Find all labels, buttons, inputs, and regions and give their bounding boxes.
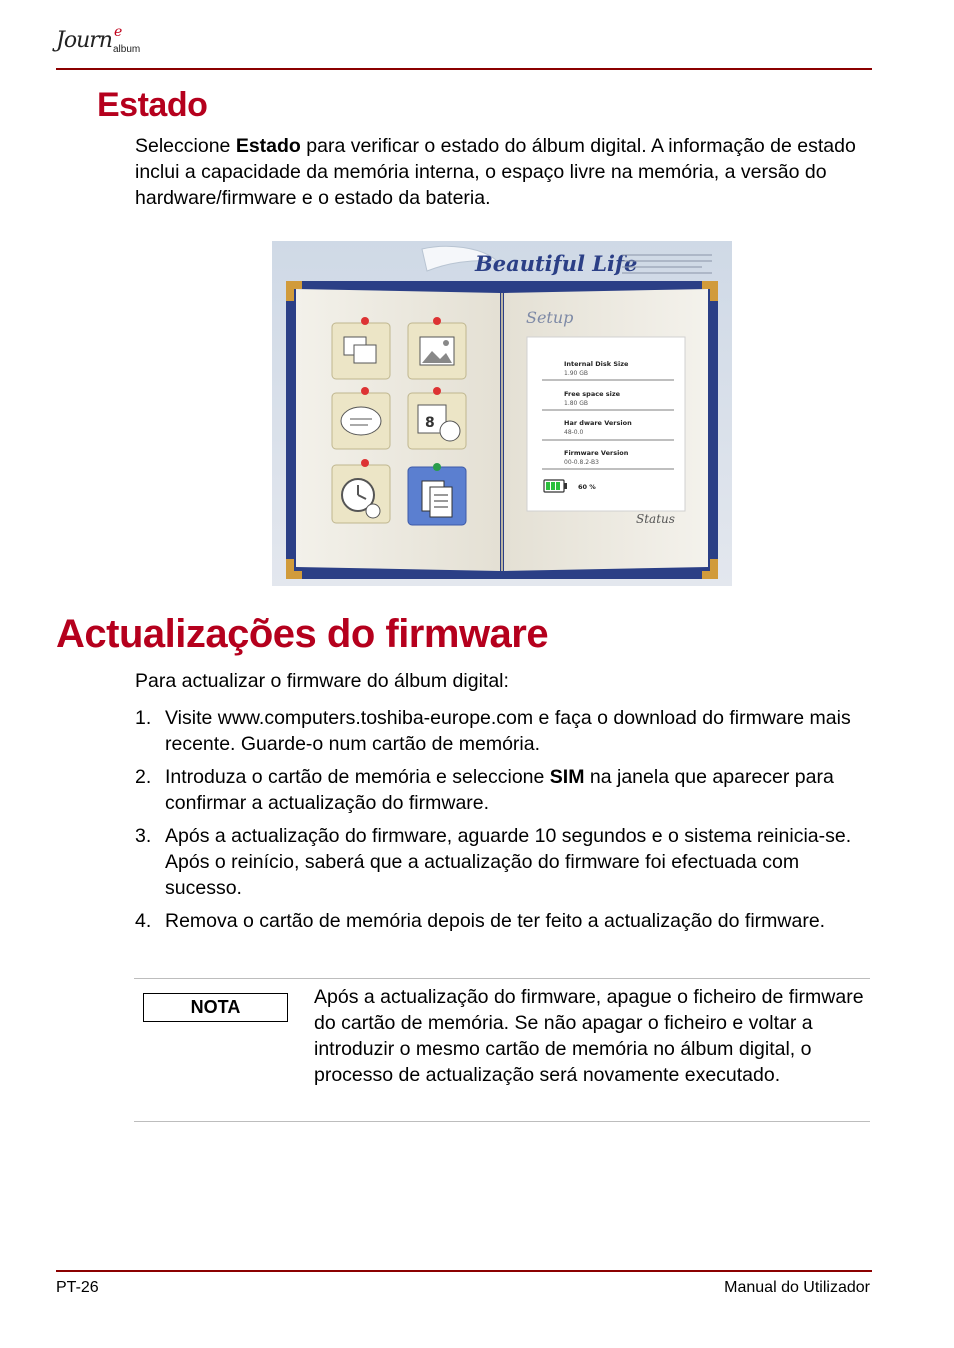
svg-text:8: 8 bbox=[425, 415, 435, 431]
field-label-hardware: Har dware Version bbox=[564, 419, 632, 427]
estado-paragraph bbox=[135, 133, 870, 211]
field-label-firmware: Firmware Version bbox=[564, 449, 629, 457]
field-value-free-space: 1.80 GB bbox=[564, 400, 589, 407]
clock-note-icon bbox=[332, 459, 390, 523]
step-number: 1. bbox=[135, 707, 152, 729]
music-note-icon bbox=[332, 387, 390, 449]
status-screenshot-svg bbox=[272, 241, 732, 586]
firmware-steps-list bbox=[135, 705, 870, 941]
list-item bbox=[135, 764, 870, 816]
status-screenshot bbox=[272, 241, 732, 586]
note-text: Após a actualização do firmware, apague o ficheiro de firmware do cartão de memória. Se não apagar o ficheiro e voltar a introduzir o mesmo cartão de memória no álbum digital, o processo de actualização será novamente executado. bbox=[314, 986, 864, 1086]
firmware-intro: Para actualizar o firmware do álbum digital: bbox=[135, 670, 509, 692]
step-number: 4. bbox=[135, 910, 152, 932]
photo-note-icon bbox=[408, 317, 466, 379]
logo-album-text: album bbox=[113, 44, 141, 55]
slideshow-note-icon bbox=[332, 317, 390, 379]
step-text-pre: Introduza o cartão de memória e seleccione bbox=[165, 766, 550, 788]
battery-level: 60 % bbox=[578, 483, 596, 491]
list-item bbox=[135, 908, 870, 934]
footer-rule bbox=[56, 1270, 872, 1272]
field-value-firmware: 00-0.8.2-B3 bbox=[564, 459, 599, 466]
list-item bbox=[135, 705, 870, 757]
banner-text: Beautiful Life bbox=[475, 251, 638, 276]
list-item bbox=[135, 823, 870, 901]
estado-paragraph-post: para verificar o estado do álbum digital. A informação de estado inclui a capacidade da memória interna, o espaço livre na memória, a versão do hardware/firmware e o estado da bateria. bbox=[135, 135, 856, 209]
note-rule-bottom bbox=[134, 1121, 870, 1122]
status-page-label: Status bbox=[636, 512, 675, 526]
field-value-internal-disk: 1.90 GB bbox=[564, 370, 589, 377]
manual-title: Manual do Utilizador bbox=[724, 1279, 870, 1296]
journe-album-logo bbox=[56, 24, 166, 64]
estado-paragraph-pre: Seleccione bbox=[135, 135, 236, 157]
step-text: Remova o cartão de memória depois de ter feito a actualização do firmware. bbox=[165, 910, 826, 932]
page-number: PT-26 bbox=[56, 1279, 99, 1296]
field-label-internal-disk: Internal Disk Size bbox=[564, 360, 629, 368]
note-rule-top bbox=[134, 978, 870, 979]
field-value-hardware: 48-0.0 bbox=[564, 429, 584, 436]
note-badge: NOTA bbox=[143, 993, 288, 1022]
logo-e-text: e bbox=[114, 24, 123, 40]
section-title-estado: Estado bbox=[97, 86, 208, 124]
step-number: 3. bbox=[135, 825, 152, 847]
header-rule bbox=[56, 68, 872, 70]
step-text-post: na janela que aparecer para confirmar a actualização do firmware. bbox=[165, 766, 834, 814]
step-number: 2. bbox=[135, 766, 152, 788]
setup-page-title: Setup bbox=[526, 308, 574, 327]
estado-paragraph-bold: Estado bbox=[235, 135, 301, 157]
field-label-free-space: Free space size bbox=[564, 390, 621, 398]
calendar-note-icon bbox=[408, 387, 466, 449]
step-text-bold: SIM bbox=[549, 766, 585, 788]
status-note-icon bbox=[408, 463, 466, 525]
battery-icon bbox=[544, 480, 567, 492]
step-text: Após a actualização do firmware, aguarde 10 segundos e o sistema reinicia-se. Após o reinício, saberá que a actualização do firmware foi efectuada com sucesso. bbox=[165, 825, 852, 899]
section-title-firmware: Actualizações do firmware bbox=[56, 612, 549, 656]
logo-script-text: Journ bbox=[56, 28, 112, 53]
step-text: Visite www.computers.toshiba-europe.com e faça o download do firmware mais recente. Guarde-o num cartão de memória. bbox=[165, 707, 851, 755]
